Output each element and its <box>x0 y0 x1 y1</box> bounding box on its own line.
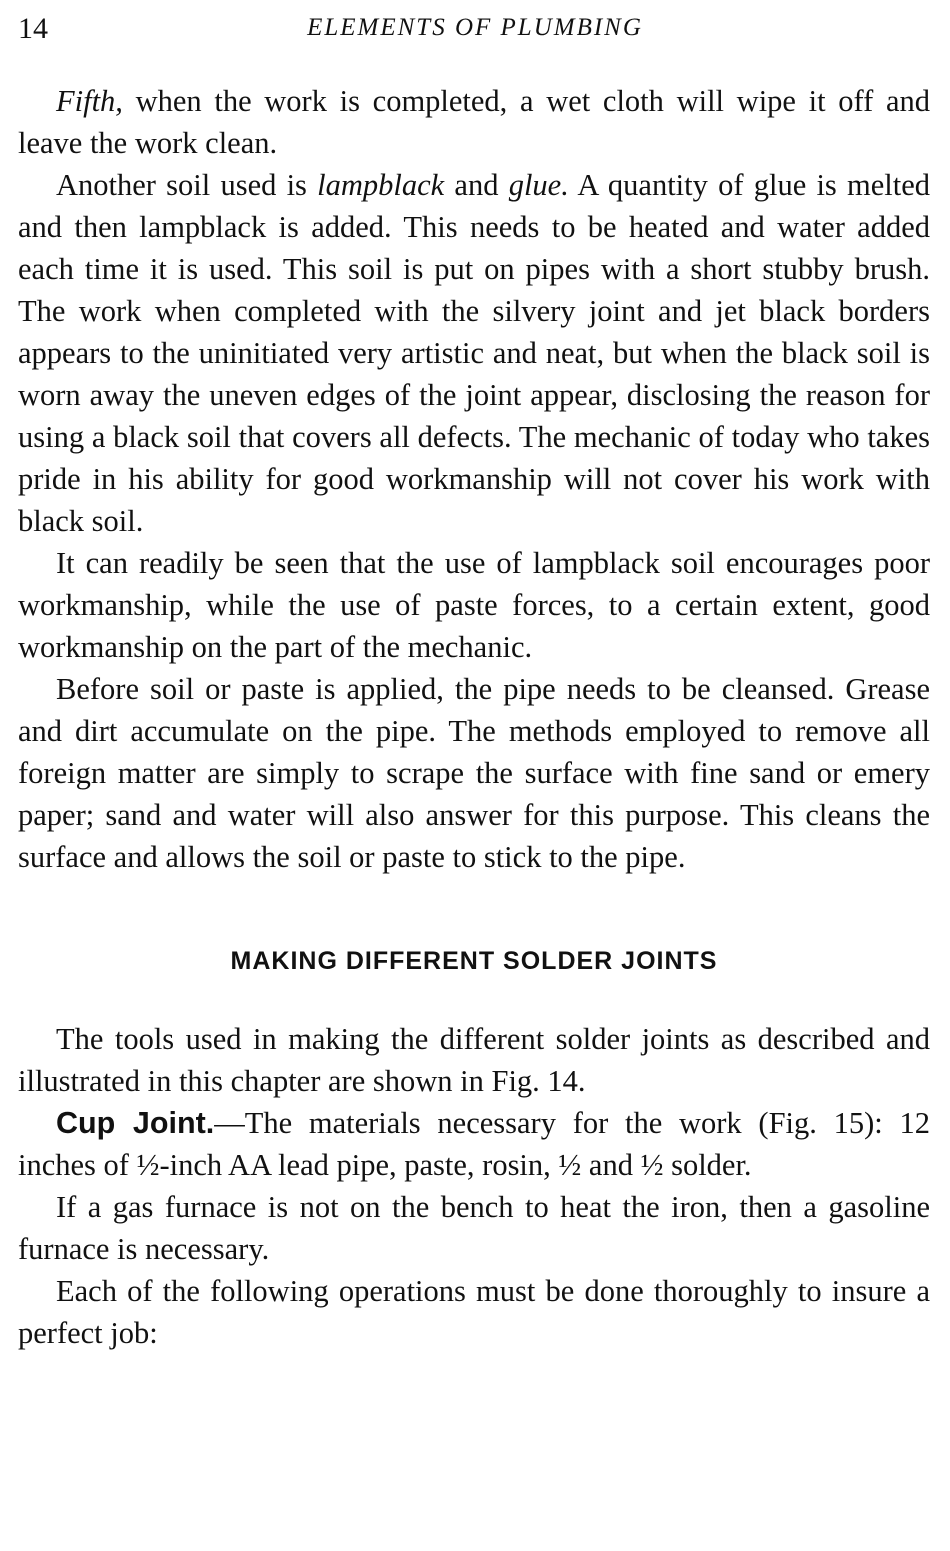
paragraph-text: and <box>444 168 509 202</box>
paragraph-lampblack-glue <box>18 164 930 542</box>
page-body <box>18 80 930 1354</box>
paragraph-operations: Each of the following operations must be done thoroughly to insure a perfect job: <box>18 1274 930 1350</box>
paragraph-text: A quantity of glue is melted and then lampblack is added. This needs to be heated and water added each time it is used. This soil is put on pipes with a short stubby brush. The work when completed with the silvery joint and jet black borders appears to the uninitiated very artistic and neat, but when the black soil is worn away the uneven edges of the joint appear, disclosing the reason for using a black soil that covers all defects. The mechanic of today who takes pride in his ability for good workmanship will not cover his work with black soil. <box>18 168 931 538</box>
cup-joint-lead-in: Cup Joint. <box>56 1106 215 1140</box>
paragraph-text: when the work is completed, a wet cloth will wipe it off and leave the work clean. <box>18 84 930 160</box>
emphasis-fifth: Fifth, <box>56 84 123 118</box>
paragraph-text: Another soil used is <box>56 168 318 202</box>
emphasis-lampblack: lampblack <box>317 168 445 202</box>
paragraph-cleansing: Before soil or paste is applied, the pipe needs to be cleansed. Grease and dirt accumulate on the pipe. The methods employed to remove all foreign matter are simply to scrape the surface with fine sand or emery paper; sand and water will also answer for this purpose. This cleans the surface and allows the soil or paste to stick to the pipe. <box>18 672 930 874</box>
paragraph-tools: The tools used in making the different solder joints as described and illustrated in this chapter are shown in Fig. 14. <box>18 1022 930 1098</box>
paragraph-furnace: If a gas furnace is not on the bench to heat the iron, then a gasoline furnace is necessary. <box>18 1190 930 1266</box>
page-header <box>18 12 932 48</box>
paragraph-cup-joint <box>18 1102 930 1186</box>
emphasis-glue: glue. <box>508 168 569 202</box>
paragraph-workmanship: It can readily be seen that the use of lampblack soil encourages poor workmanship, while the use of paste forces, to a certain extent, good workmanship on the part of the mechanic. <box>18 546 930 664</box>
section-heading: MAKING DIFFERENT SOLDER JOINTS <box>230 947 718 975</box>
paragraph-fifth <box>18 80 930 164</box>
running-title: ELEMENTS OF PLUMBING <box>307 14 643 41</box>
page-number: 14 <box>18 12 48 45</box>
paragraph-text: —The materials necessary for the work (Fig. 15): 12 inches of ½-inch AA lead pipe, paste, rosin, ½ and ½ solder. <box>18 1106 931 1182</box>
